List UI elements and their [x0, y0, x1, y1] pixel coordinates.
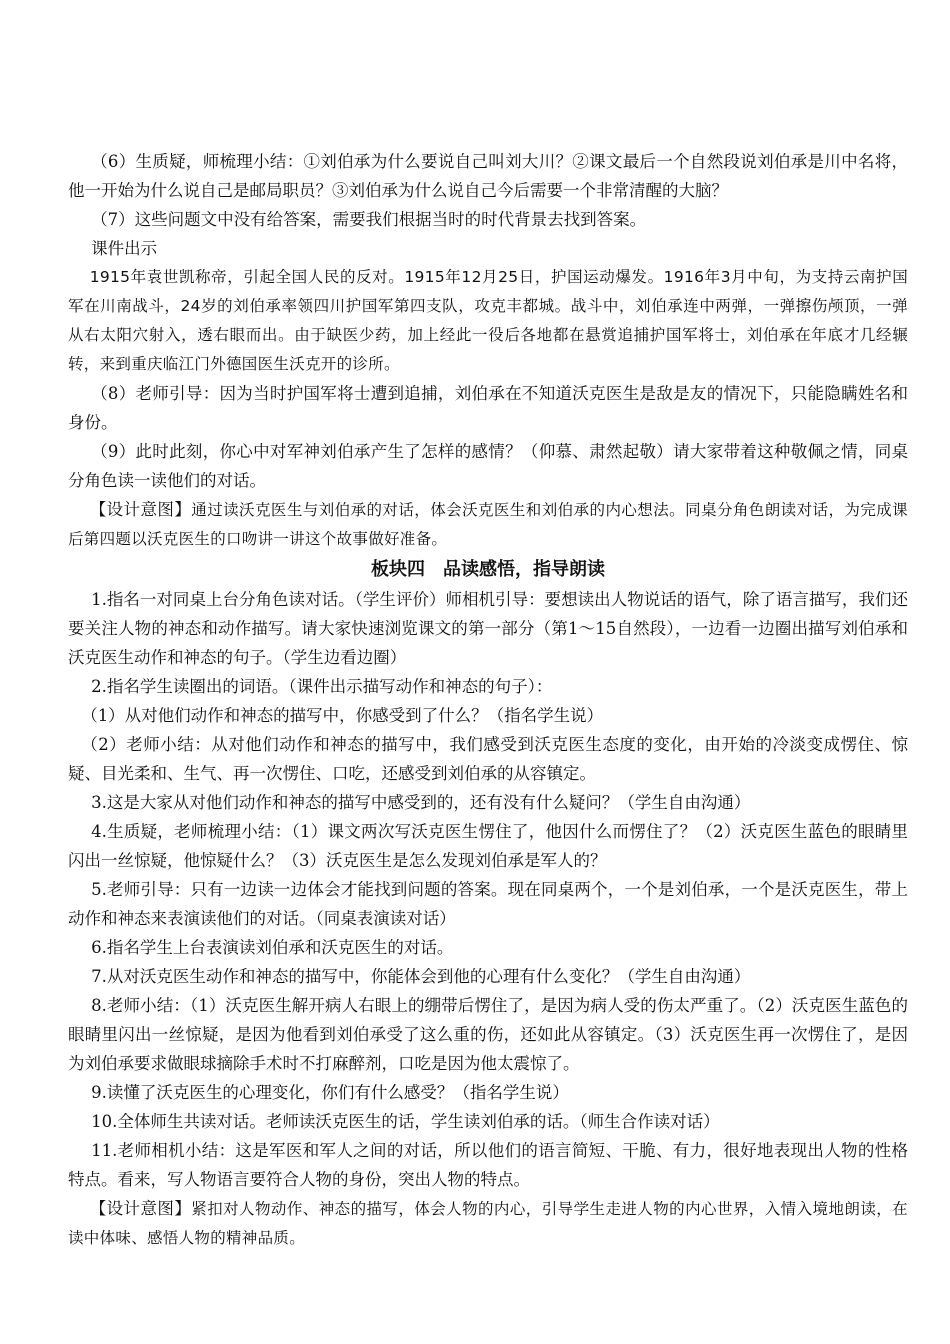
section-item-3: 3.这是大家从对他们动作和神态的描写中感受到的，还有没有什么疑问？（学生自由沟通）: [91, 793, 751, 812]
section-item-6: 6.指名学生上台表演读刘伯承和沃克医生的对话。: [91, 938, 454, 957]
design-intent-1: [68, 495, 908, 554]
section-item-2b: （2）老师小结：从对他们动作和神态的描写中，我们感受到沃克医生态度的变化，由开始的冷淡变成愣住、惊疑、目光柔和、生气、再一次愣住、口吃，还感受到刘伯承的从容镇定。: [68, 735, 908, 783]
design-intent-text: 紧扣对人物动作、神态的描写，体会人物的内心，引导学生走进人物的内心世界，入情入境地朗读，在读中体味、感悟人物的精神品质。: [68, 1200, 908, 1247]
section-item-10: 10.全体师生共读对话。老师读沃克医生的话，学生读刘伯承的话。（师生合作读对话）: [91, 1112, 720, 1131]
section-item-2a: （1）从对他们动作和神态的描写中，你感受到了什么？（指名学生说）: [81, 706, 604, 725]
section-item-4: 4.生质疑，老师梳理小结：（1）课文两次写沃克医生愣住了，他因什么而愣住了？（2）沃克医生蓝色的眼睛里闪出一丝惊疑，他惊疑什么？（3）沃克医生是怎么发现刘伯承是军人的？: [68, 822, 908, 870]
courseware-label: 课件出示: [91, 239, 158, 258]
section-item-1: 1.指名一对同桌上台分角色读对话。（学生评价）师相机引导：要想读出人物说话的语气，除了语言描写，我们还要关注人物的神态和动作描写。请大家快速浏览课文的第一部分（第1～15自然段），一边看一边圈出描写刘伯承和沃克医生动作和神态的句子。（学生边看边圈）: [68, 590, 908, 667]
paragraph-6: （6）生质疑，师梳理小结：①刘伯承为什么要说自己叫刘大川？②课文最后一个自然段说刘伯承是川中名将，他一开始为什么说自己是邮局职员？③刘伯承为什么说自己今后需要一个非常清醒的大脑？: [68, 152, 908, 200]
section-item-7: 7.从对沃克医生动作和神态的描写中，你能体会到他的心理有什么变化？（学生自由沟通）: [91, 967, 751, 986]
section-item-2: 2.指名学生读圈出的词语。（课件出示描写动作和神态的句子）：: [91, 677, 553, 696]
design-intent-text: 通过读沃克医生与刘伯承的对话，体会沃克医生和刘伯承的内心想法。同桌分角色朗读对话，为完成课后第四题以沃克医生的口吻讲一讲这个故事做好准备。: [68, 501, 908, 548]
design-intent-label: 【设计意图】: [89, 1199, 192, 1218]
section-item-9: 9.读懂了沃克医生的心理变化，你们有什么感受？（指名学生说）: [91, 1083, 569, 1102]
section-heading: 板块四 品读感悟，指导朗读: [371, 559, 605, 580]
paragraph-8: （8）老师引导：因为当时护国军将士遭到追捕，刘伯承在不知道沃克医生是敌是友的情况下，只能隐瞒姓名和身份。: [68, 384, 908, 432]
design-intent-label: 【设计意图】: [89, 500, 192, 519]
paragraph-7: （7）这些问题文中没有给答案，需要我们根据当时的时代背景去找到答案。: [91, 210, 647, 229]
background-text: 1915年袁世凯称帝，引起全国人民的反对。1915年12月25日，护国运动爆发。1916年3月中旬，为支持云南护国军在川南战斗，24岁的刘伯承率领四川护国军第四支队，攻克丰都城。战斗中，刘伯承连中两弹，一弹擦伤颅顶，一弹从右太阳穴射入，透右眼而出。由于缺医少药，加上经此一役后各地都在悬赏追捕护国军将士，刘伯承在年底才几经辗转，来到重庆临江门外德国医生沃克开的诊所。: [68, 268, 908, 373]
section-item-5: 5.老师引导：只有一边读一边体会才能找到问题的答案。现在同桌两个，一个是刘伯承，一个是沃克医生，带上动作和神态来表演读他们的对话。（同桌表演读对话）: [68, 880, 908, 928]
section-item-11: 11.老师相机小结：这是军医和军人之间的对话，所以他们的语言简短、干脆、有力，很好地表现出人物的性格特点。看来，写人物语言要符合人物的身份，突出人物的特点。: [68, 1141, 908, 1189]
paragraph-9: （9）此时此刻，你心中对军神刘伯承产生了怎样的感情？（仰慕、肃然起敬）请大家带着这种敬佩之情，同桌分角色读一读他们的对话。: [68, 442, 908, 490]
design-intent-2: [68, 1194, 908, 1253]
section-item-8: 8.老师小结：（1）沃克医生解开病人右眼上的绷带后愣住了，是因为病人受的伤太严重了。（2）沃克医生蓝色的眼睛里闪出一丝惊疑，是因为他看到刘伯承受了这么重的伤，还如此从容镇定。（3）沃克医生再一次愣住了，是因为刘伯承要求做眼球摘除手术时不打麻醉剂，口吃是因为他太震惊了。: [68, 996, 908, 1073]
